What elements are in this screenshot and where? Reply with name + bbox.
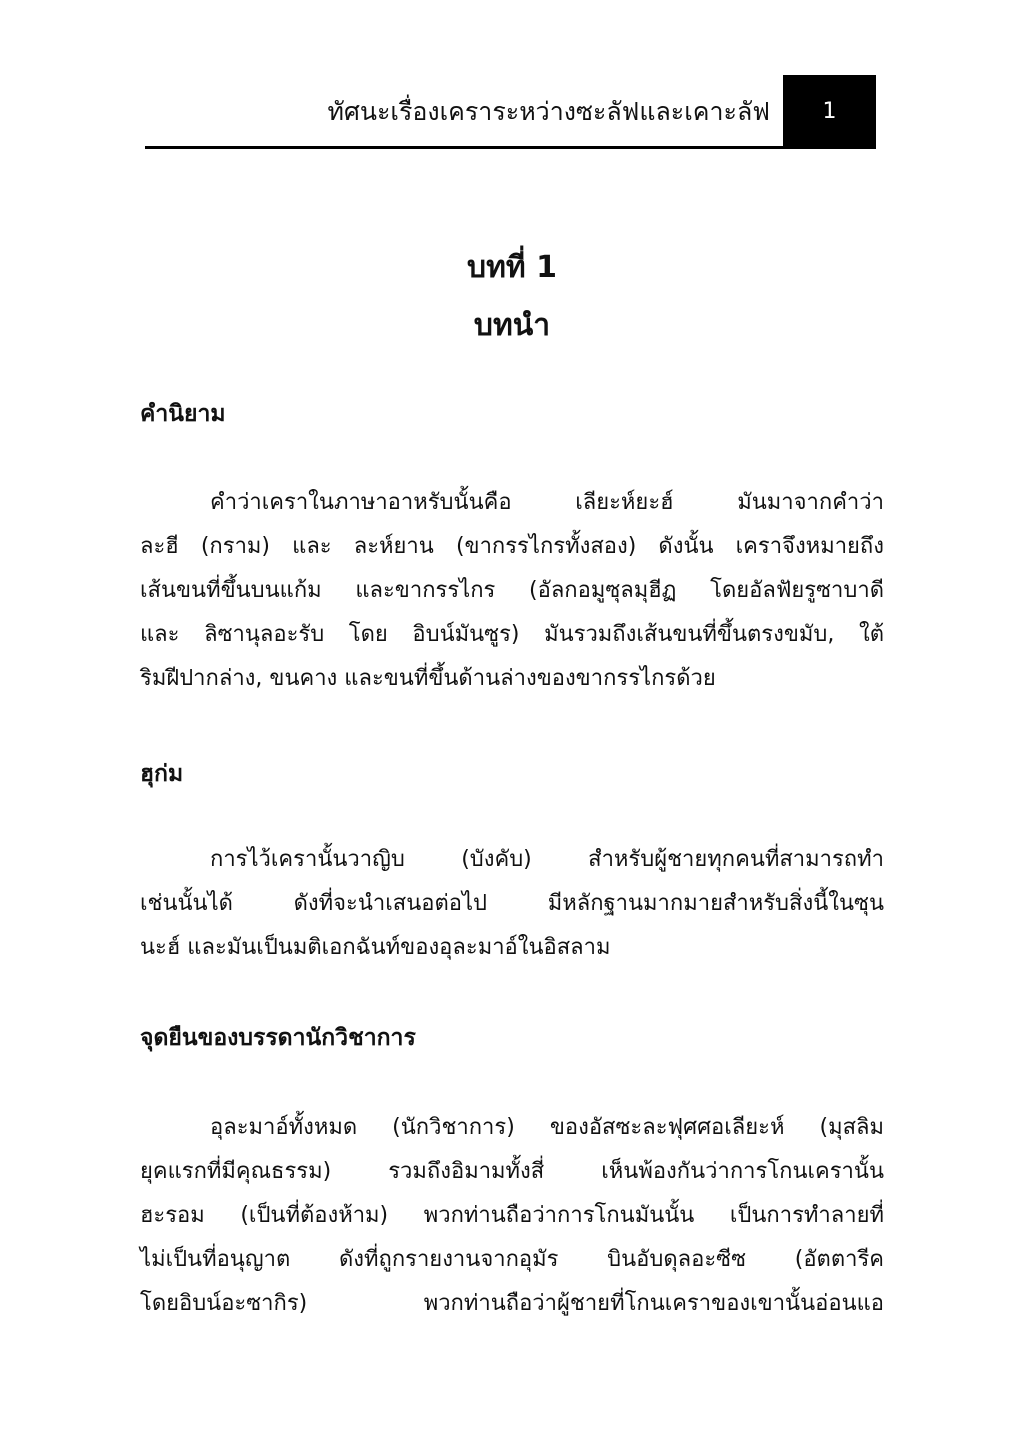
text-line: คำว่าเคราในภาษาอาหรับนั้นคือ เลียะห์ยะฮ์ มันมาจากคำว่า xyxy=(210,490,884,515)
page-number: 1 xyxy=(822,99,837,124)
page-number-box xyxy=(783,75,876,148)
text-line: การไว้เครานั้นวาญิบ (บังคับ) สำหรับผู้ชายทุกคนที่สามารถทำ xyxy=(210,847,884,872)
text-line: ไม่เป็นที่อนุญาต ดังที่ถูกรายงานจากอุมัร บินอับดุลอะซีซ (อัตตารีค xyxy=(140,1247,884,1272)
section-heading: ฮุก่ม xyxy=(140,761,184,787)
header-title: ทัศนะเรื่องเคราระหว่างซะลัฟและเคาะลัฟ xyxy=(327,97,770,126)
chapter-title: บทนำ xyxy=(473,308,551,343)
text-line: นะฮ์ และมันเป็นมติเอกฉันท์ของอุละมาอ์ในอิสลาม xyxy=(140,935,611,960)
text-line: เส้นขนที่ขึ้นบนแก้ม และขากรรไกร (อัลกอมูซุลมุฮีฏ โดยอัลฟัยรูซาบาดี xyxy=(140,578,884,603)
text-line: ยุคแรกที่มีคุณธรรม) รวมถึงอิมามทั้งสี่ เห็นพ้องกันว่าการโกนเครานั้น xyxy=(140,1159,884,1184)
header-rule xyxy=(145,146,876,149)
paragraph xyxy=(140,1106,884,1326)
text-line: ฮะรอม (เป็นที่ต้องห้าม) พวกท่านถือว่าการโกนมันนั้น เป็นการทำลายที่ xyxy=(140,1203,884,1228)
text-line: อุละมาอ์ทั้งหมด (นักวิชาการ) ของอัสซะละฟุศศอเลียะห์ (มุสลิม xyxy=(210,1115,884,1140)
text-line: ละฮี (กราม) และ ละห์ยาน (ขากรรไกรทั้งสอง) ดังนั้น เคราจึงหมายถึง xyxy=(140,534,884,559)
section-heading: จุดยืนของบรรดานักวิชาการ xyxy=(140,1025,416,1051)
text-line: เช่นนั้นได้ ดังที่จะนำเสนอต่อไป มีหลักฐานมากมายสำหรับสิ่งนี้ในซุน xyxy=(140,891,884,916)
paragraph xyxy=(140,481,884,701)
text-line: และ ลิซานุลอะรับ โดย อิบน์มันซูร) มันรวมถึงเส้นขนที่ขึ้นตรงขมับ, ใต้ xyxy=(140,622,884,647)
paragraph xyxy=(140,838,884,970)
section-heading: คำนิยาม xyxy=(140,401,226,427)
text-line: โดยอิบน์อะซากิร) พวกท่านถือว่าผู้ชายที่โกนเคราของเขานั้นอ่อนแอ xyxy=(140,1291,884,1316)
chapter-number: บทที่ 1 xyxy=(467,250,557,285)
text-line: ริมฝีปากล่าง, ขนคาง และขนที่ขึ้นด้านล่างของขากรรไกรด้วย xyxy=(140,666,716,691)
